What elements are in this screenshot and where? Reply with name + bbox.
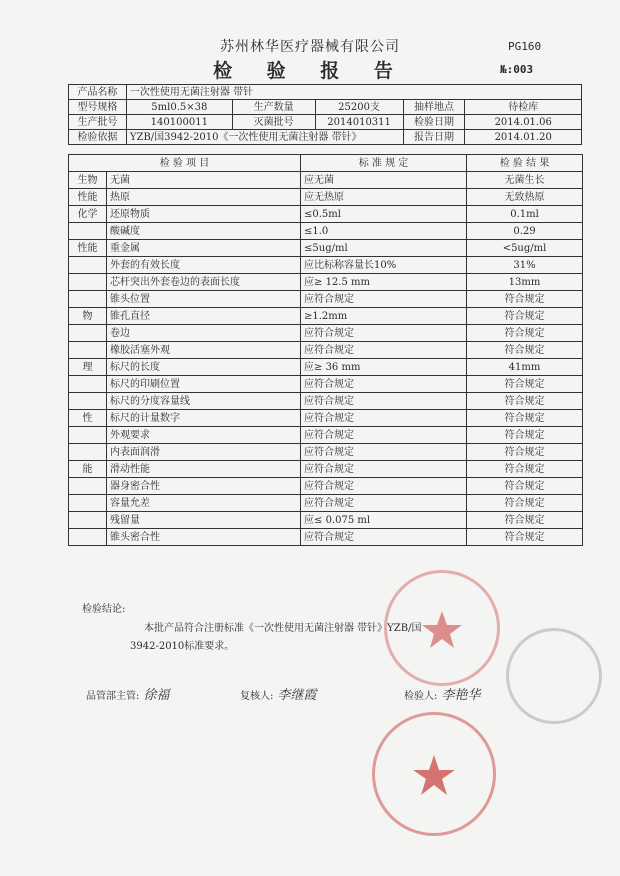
table-row	[69, 206, 583, 223]
reviewer-label: 复核人:	[240, 691, 274, 702]
label-sample-site: 抽样地点	[403, 100, 465, 115]
label-basis: 检验依据	[69, 130, 127, 145]
item-result: <5ug/ml	[467, 240, 583, 257]
reviewer-signature	[240, 684, 316, 703]
item-standard: 应≤ 0.075 ml	[301, 512, 467, 529]
item-result: 符合规定	[467, 325, 583, 342]
item-standard: 应符合规定	[301, 325, 467, 342]
table-row	[69, 461, 583, 478]
item-name: 还原物质	[107, 206, 301, 223]
item-name: 锥孔直径	[107, 308, 301, 325]
category-spacer	[69, 376, 107, 393]
table-row	[69, 274, 583, 291]
col-header-result: 检 验 结 果	[467, 155, 583, 172]
table-row	[69, 308, 583, 325]
document-number: №:003	[500, 63, 534, 76]
seal-star-icon	[387, 573, 497, 683]
item-name: 内表面润滑	[107, 444, 301, 461]
item-result: 0.1ml	[467, 206, 583, 223]
item-name: 残留量	[107, 512, 301, 529]
item-result: 符合规定	[467, 495, 583, 512]
product-info-table	[68, 84, 582, 145]
conclusion-text: 本批产品符合注册标准《一次性使用无菌注射器 带针》YZB/国3942-2010标准要求。	[130, 623, 422, 652]
item-standard: 应符合规定	[301, 495, 467, 512]
category-spacer	[69, 223, 107, 240]
table-row	[69, 189, 583, 206]
item-result: 符合规定	[467, 427, 583, 444]
value-product-name: 一次性使用无菌注射器 带针	[126, 85, 581, 100]
category-spacer	[69, 325, 107, 342]
quality-seal-stamp	[372, 712, 496, 836]
item-standard: 应符合规定	[301, 376, 467, 393]
item-standard: 应≥ 12.5 mm	[301, 274, 467, 291]
item-standard: 应比标称容量长10%	[301, 257, 467, 274]
manager-signature	[86, 684, 169, 703]
item-standard: 应符合规定	[301, 529, 467, 546]
item-result: 符合规定	[467, 410, 583, 427]
table-row	[69, 444, 583, 461]
item-result: 符合规定	[467, 512, 583, 529]
category-spacer	[69, 291, 107, 308]
table-row	[69, 359, 583, 376]
table-row	[69, 376, 583, 393]
category-spacer	[69, 257, 107, 274]
value-basis: YZB/国3942-2010《一次性使用无菌注射器 带针》	[126, 130, 403, 145]
label-product-name: 产品名称	[69, 85, 127, 100]
category-phys-char-2: 理	[69, 359, 107, 376]
conclusion-label: 检验结论:	[82, 604, 126, 615]
category-spacer	[69, 393, 107, 410]
item-standard: 应无菌	[301, 172, 467, 189]
label-quantity: 生产数量	[232, 100, 315, 115]
item-standard: 应符合规定	[301, 410, 467, 427]
item-name: 标尺的印刷位置	[107, 376, 301, 393]
item-standard: ≤5ug/ml	[301, 240, 467, 257]
item-standard: 应符合规定	[301, 393, 467, 410]
item-result: 41mm	[467, 359, 583, 376]
table-row	[69, 427, 583, 444]
item-result: 无致热原	[467, 189, 583, 206]
item-standard: 应符合规定	[301, 478, 467, 495]
item-result: 0.29	[467, 223, 583, 240]
col-header-item: 检 验 项 目	[69, 155, 301, 172]
value-report-date: 2014.01.20	[465, 130, 582, 145]
company-name: 苏州林华医疗器械有限公司	[220, 39, 400, 55]
category-spacer	[69, 512, 107, 529]
item-result: 31%	[467, 257, 583, 274]
item-name: 器身密合性	[107, 478, 301, 495]
item-name: 滑动性能	[107, 461, 301, 478]
item-standard: 应≥ 36 mm	[301, 359, 467, 376]
table-row	[69, 240, 583, 257]
table-row	[69, 342, 583, 359]
col-header-standard: 标 准 规 定	[301, 155, 467, 172]
manager-sign: 徐福	[143, 688, 170, 703]
item-standard: ≥1.2mm	[301, 308, 467, 325]
category-bio-label-2: 性能	[69, 189, 107, 206]
value-sterile-batch: 2014010311	[315, 115, 403, 130]
item-standard: 应符合规定	[301, 461, 467, 478]
label-sterile-batch: 灭菌批号	[232, 115, 315, 130]
label-model: 型号规格	[69, 100, 127, 115]
item-name: 容量允差	[107, 495, 301, 512]
item-result: 符合规定	[467, 393, 583, 410]
item-result: 符合规定	[467, 308, 583, 325]
item-result: 无菌生长	[467, 172, 583, 189]
item-name: 热原	[107, 189, 301, 206]
value-batch: 140100011	[126, 115, 232, 130]
item-standard: 应无热原	[301, 189, 467, 206]
table-row	[69, 223, 583, 240]
item-name: 卷边	[107, 325, 301, 342]
category-spacer	[69, 495, 107, 512]
item-standard: 应符合规定	[301, 427, 467, 444]
item-standard: ≤0.5ml	[301, 206, 467, 223]
item-name: 标尺的长度	[107, 359, 301, 376]
item-result: 符合规定	[467, 461, 583, 478]
report-title: 检 验 报 告	[213, 60, 407, 82]
category-spacer	[69, 427, 107, 444]
table-row	[69, 172, 583, 189]
value-quantity: 25200支	[315, 100, 403, 115]
value-sample-site: 待检库	[465, 100, 582, 115]
item-standard: 应符合规定	[301, 444, 467, 461]
item-name: 无菌	[107, 172, 301, 189]
reviewer-sign: 李继霞	[277, 688, 317, 703]
category-spacer	[69, 274, 107, 291]
item-result: 符合规定	[467, 291, 583, 308]
item-standard: 应符合规定	[301, 291, 467, 308]
table-row	[69, 495, 583, 512]
value-model: 5ml0.5×38	[126, 100, 232, 115]
inspector-signature	[404, 684, 480, 703]
table-row	[69, 410, 583, 427]
item-name: 橡胶活塞外观	[107, 342, 301, 359]
item-result: 符合规定	[467, 478, 583, 495]
category-phys-char-1: 物	[69, 308, 107, 325]
item-result: 符合规定	[467, 376, 583, 393]
item-result: 符合规定	[467, 342, 583, 359]
category-spacer	[69, 529, 107, 546]
company-seal-stamp	[384, 570, 500, 686]
item-name: 标尺的分度容量线	[107, 393, 301, 410]
category-spacer	[69, 478, 107, 495]
category-phys-char-3: 性	[69, 410, 107, 427]
item-name: 标尺的计量数字	[107, 410, 301, 427]
table-row	[69, 257, 583, 274]
seal-star-icon	[375, 715, 493, 833]
table-row	[69, 291, 583, 308]
item-name: 外观要求	[107, 427, 301, 444]
category-spacer	[69, 444, 107, 461]
category-chem-label-2: 性能	[69, 240, 107, 257]
category-chem-label: 化学	[69, 206, 107, 223]
table-row	[69, 325, 583, 342]
label-report-date: 报告日期	[403, 130, 465, 145]
label-batch: 生产批号	[69, 115, 127, 130]
manager-label: 品管部主管:	[86, 691, 140, 702]
item-result: 13mm	[467, 274, 583, 291]
inspector-sign: 李艳华	[441, 688, 481, 703]
category-bio-label: 生物	[69, 172, 107, 189]
item-result: 符合规定	[467, 529, 583, 546]
table-row	[69, 478, 583, 495]
item-name: 锥头位置	[107, 291, 301, 308]
category-phys-char-4: 能	[69, 461, 107, 478]
item-name: 酸碱度	[107, 223, 301, 240]
table-row	[69, 529, 583, 546]
category-spacer	[69, 342, 107, 359]
item-standard: 应符合规定	[301, 342, 467, 359]
item-standard: ≤1.0	[301, 223, 467, 240]
item-result: 符合规定	[467, 444, 583, 461]
inspection-seal-stamp	[506, 628, 602, 724]
form-code: PG160	[508, 40, 542, 53]
item-name: 重金属	[107, 240, 301, 257]
table-row	[69, 512, 583, 529]
value-test-date: 2014.01.06	[465, 115, 582, 130]
item-name: 锥头密合性	[107, 529, 301, 546]
item-name: 芯杆突出外套卷边的表面长度	[107, 274, 301, 291]
inspection-table	[68, 154, 583, 546]
item-name: 外套的有效长度	[107, 257, 301, 274]
inspector-label: 检验人:	[404, 691, 438, 702]
label-test-date: 检验日期	[403, 115, 465, 130]
table-row	[69, 393, 583, 410]
